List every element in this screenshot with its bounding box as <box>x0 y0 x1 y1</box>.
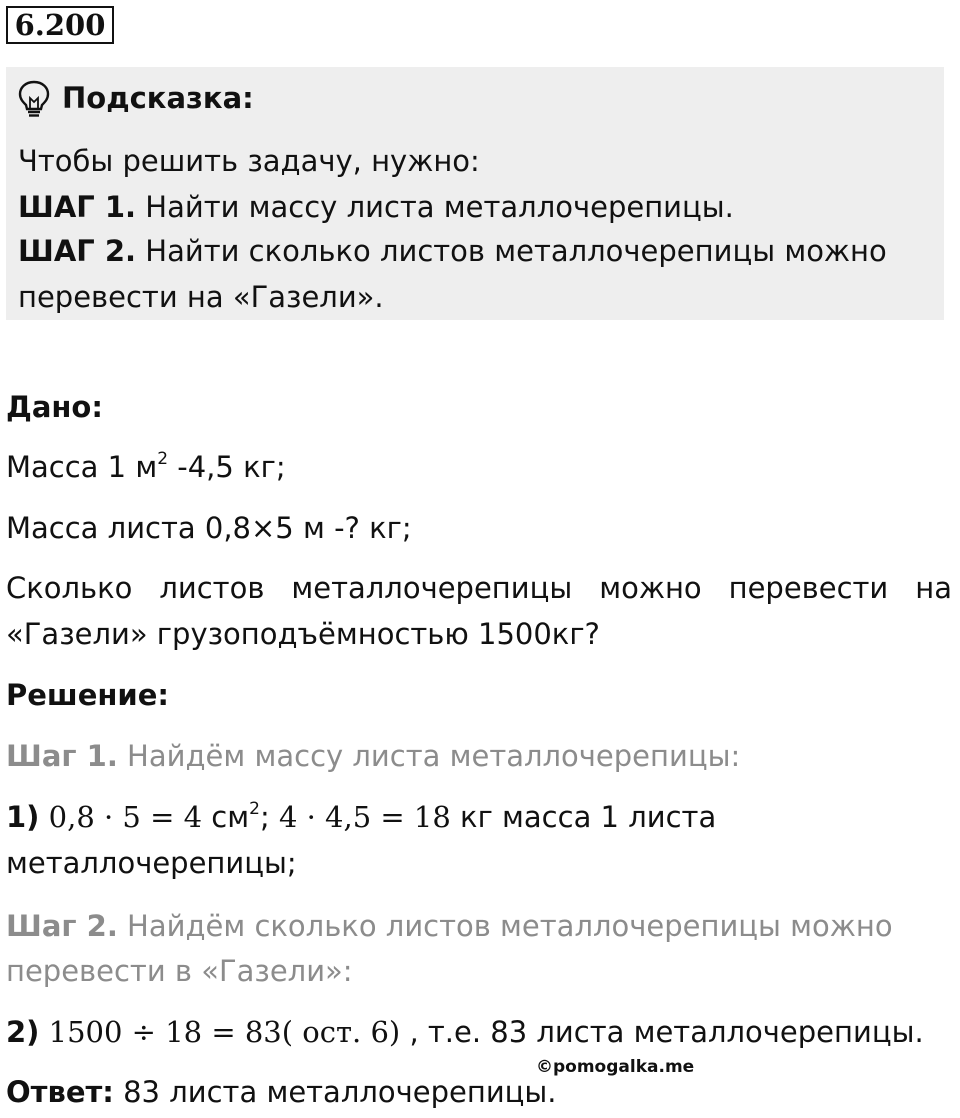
solution-title: Решение: <box>6 678 170 712</box>
calc-1-unit: см <box>211 800 250 834</box>
hint-intro: Чтобы решить задачу, нужно: <box>18 144 480 178</box>
hint-title: Подсказка: <box>62 81 254 115</box>
given-line-1-sup: 2 <box>157 449 169 470</box>
solution-step-1 <box>6 738 740 774</box>
calc-1-math-b: 4 · 4,5 = 18 <box>278 800 461 834</box>
question-word: Сколько <box>6 571 133 605</box>
calc-1-label: 1) <box>6 800 40 834</box>
solution-step-1-label: Шаг 1. <box>6 739 118 773</box>
calc-1-math-a: 0,8 · 5 = 4 <box>39 800 212 834</box>
watermark: ©pomogalka.me <box>536 1057 695 1077</box>
solution-step-1-text: Найдём массу листа металлочерепицы: <box>117 739 741 773</box>
hint-step-1 <box>18 189 734 225</box>
solution-step-2-line-2: перевести в «Газели»: <box>6 954 353 988</box>
hint-step-1-text: Найти массу листа металлочерепицы. <box>136 190 734 224</box>
problem-number: 6.200 <box>6 6 114 44</box>
hint-step-2-label: ШАГ 2. <box>18 234 137 268</box>
calc-1-line-2: металлочерепицы; <box>6 846 297 880</box>
solution-step-2-label: Шаг 2. <box>6 909 118 943</box>
hint-step-2-text: Найти сколько листов металлочерепицы можно <box>136 234 887 268</box>
given-title: Дано: <box>6 390 103 424</box>
answer <box>6 1074 557 1110</box>
calc-2-label: 2) <box>6 1015 40 1049</box>
solution-step-2 <box>6 908 893 944</box>
calc-1-sup: 2 <box>249 799 260 820</box>
answer-label: Ответ: <box>6 1075 114 1109</box>
given-question-line-1 <box>6 570 952 606</box>
question-word: перевести <box>728 571 889 605</box>
question-word: на <box>915 571 952 605</box>
given-question-line-2: «Газели» грузоподъёмностью 1500кг? <box>6 617 600 651</box>
question-word: листов <box>159 571 265 605</box>
calc-1-unit-2: кг <box>460 800 493 834</box>
calc-1 <box>6 799 716 835</box>
calc-2 <box>6 1014 924 1050</box>
given-line-1-pre: Масса 1 м <box>6 450 158 484</box>
hint-step-2-line2: перевести на «Газели». <box>18 280 384 314</box>
given-line-1 <box>6 449 286 485</box>
question-word: можно <box>599 571 702 605</box>
answer-text: 83 листа металлочерепицы. <box>113 1075 557 1109</box>
given-line-2: Масса листа 0,8×5 м -? кг; <box>6 511 412 545</box>
question-word: металлочерепицы <box>291 571 573 605</box>
hint-step-2 <box>18 233 887 269</box>
lightbulb-icon <box>16 79 52 119</box>
solution-step-2-text: Найдём сколько листов металлочерепицы можно <box>117 909 893 943</box>
given-line-1-post: -4,5 кг; <box>168 450 286 484</box>
hint-step-1-label: ШАГ 1. <box>18 190 137 224</box>
calc-2-text: , т.е. 83 листа металлочерепицы. <box>409 1015 924 1049</box>
calc-1-sep: ; <box>259 800 279 834</box>
calc-1-text: масса 1 листа <box>492 800 717 834</box>
calc-2-math: 1500 ÷ 18 = 83( ост. 6) <box>39 1015 410 1049</box>
